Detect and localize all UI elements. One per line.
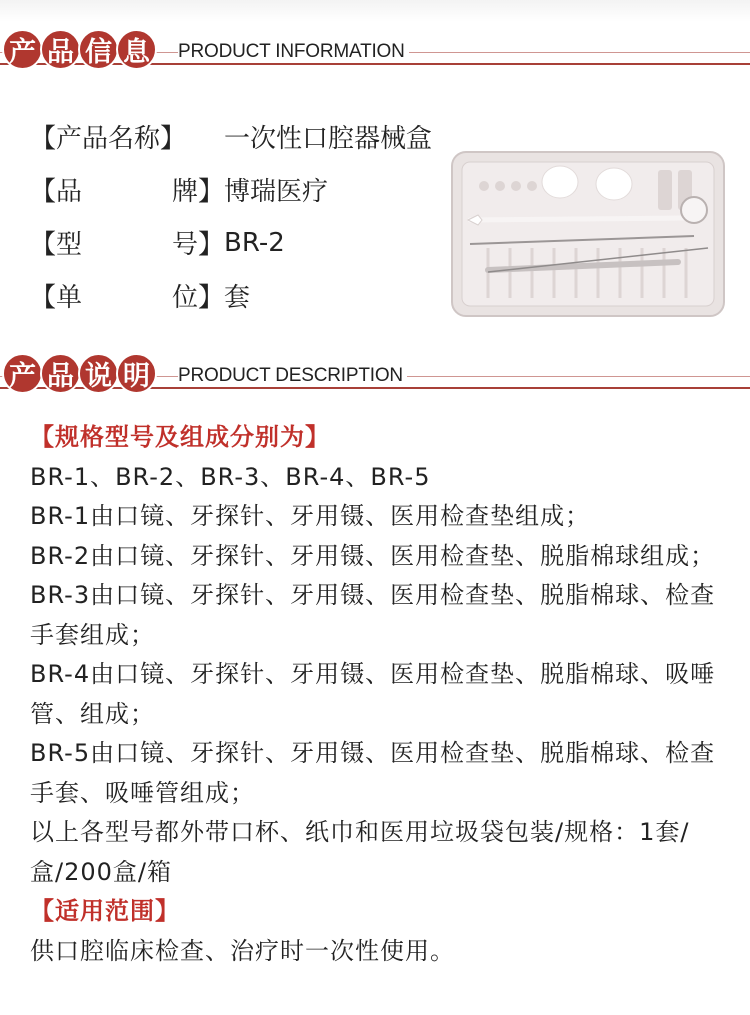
product-description-header xyxy=(0,350,750,400)
header-english: PRODUCT DESCRIPTION xyxy=(178,365,407,387)
desc-line: BR-3由口镜、牙探针、牙用镊、医用检查垫、脱脂棉球、检查手套组成； xyxy=(30,581,716,649)
info-row-name xyxy=(30,110,432,163)
desc-line: BR-4由口镜、牙探针、牙用镊、医用检查垫、脱脂棉球、吸唾管、组成； xyxy=(30,660,716,728)
header-char: 明 xyxy=(116,353,157,394)
info-label: 【品 牌】 xyxy=(30,177,224,207)
info-value: 博瑞医疗 xyxy=(224,177,329,207)
product-description xyxy=(30,418,730,971)
info-label: 【型 号】 xyxy=(30,230,224,260)
desc-line: BR-2由口镜、牙探针、牙用镊、医用检查垫、脱脂棉球组成； xyxy=(30,541,716,570)
info-label: 【单 位】 xyxy=(30,283,224,313)
product-info-list xyxy=(30,110,432,322)
desc-line: BR-1、BR-2、BR-3、BR-4、BR-5 xyxy=(30,462,431,491)
desc-line: BR-5由口镜、牙探针、牙用镊、医用检查垫、脱脂棉球、检查手套、吸唾管组成； xyxy=(30,739,716,807)
header-english: PRODUCT INFORMATION xyxy=(178,41,409,63)
desc-line: 以上各型号都外带口杯、纸巾和医用垃圾袋包装/规格：1套/盒/200盒/箱 xyxy=(30,818,690,886)
header-char: 产 xyxy=(2,29,43,70)
info-value: BR-2 xyxy=(224,227,285,258)
header-char: 品 xyxy=(40,353,81,394)
header-char: 信 xyxy=(78,29,119,70)
header-char: 品 xyxy=(40,29,81,70)
desc-line: BR-1由口镜、牙探针、牙用镊、医用检查垫组成； xyxy=(30,502,591,530)
use-text: 供口腔临床检查、治疗时一次性使用。 xyxy=(30,936,455,965)
header-char: 产 xyxy=(2,353,43,394)
dental-tray-image xyxy=(448,148,728,320)
product-information-header xyxy=(0,26,750,76)
header-char: 息 xyxy=(116,29,157,70)
info-row-unit xyxy=(30,269,432,322)
info-value: 套 xyxy=(224,283,251,313)
info-value: 一次性口腔器械盒 xyxy=(224,124,433,154)
info-label: 【产品名称】 xyxy=(30,124,187,154)
info-row-model xyxy=(30,216,432,269)
spec-title: 【规格型号及组成分别为】 xyxy=(30,423,330,451)
use-title: 【适用范围】 xyxy=(30,897,180,925)
top-fade xyxy=(0,0,750,22)
header-char: 说 xyxy=(78,353,119,394)
info-row-brand xyxy=(30,163,432,216)
